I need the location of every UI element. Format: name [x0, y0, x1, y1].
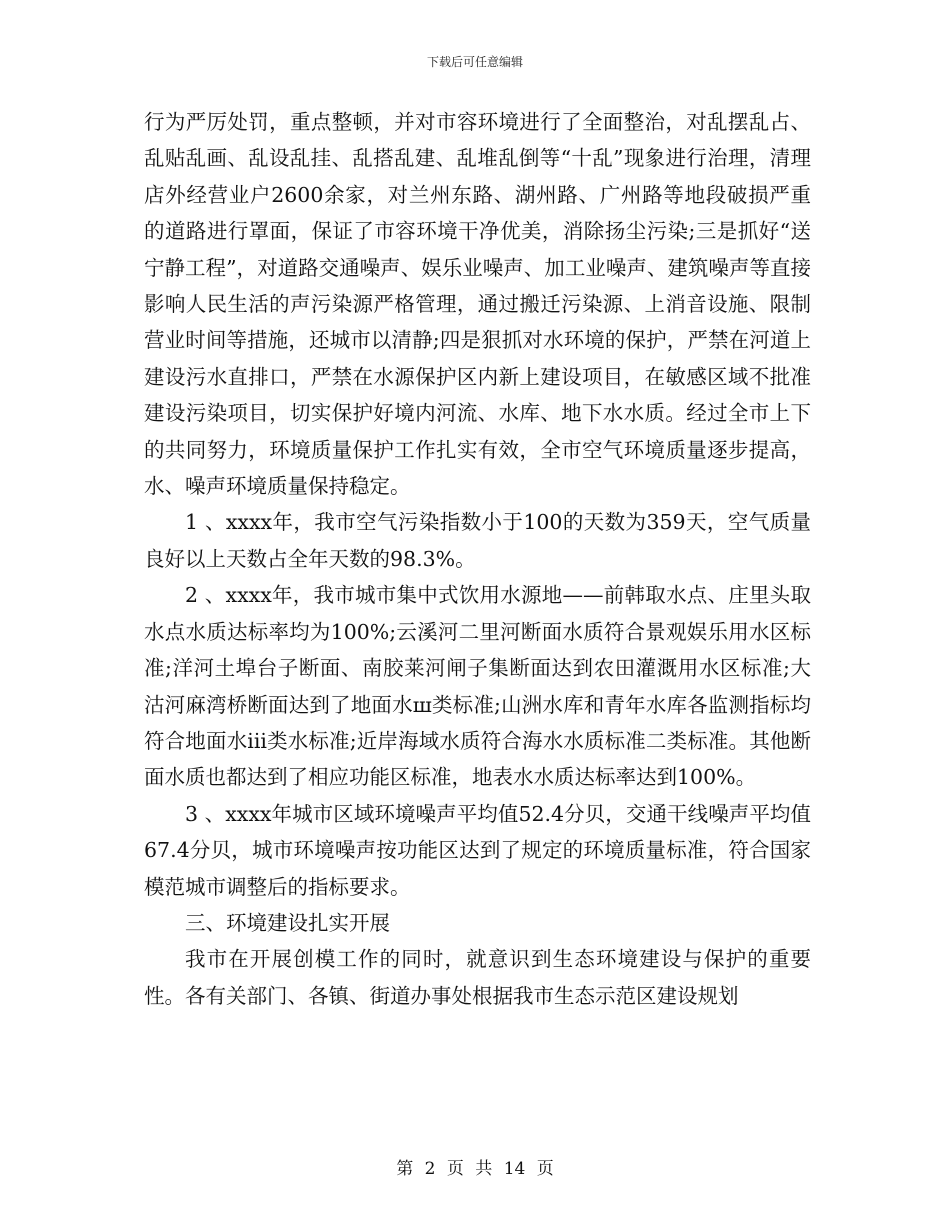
page-header: 下载后可任意编辑 — [426, 55, 523, 69]
paragraph-item-1: 1 、xxxx年，我市空气污染指数小于100的天数为359天，空气质量良好以上天数占全年天数的98.3%。 — [144, 510, 811, 571]
document-body — [144, 104, 811, 1014]
page-footer: 第 2 页 共 14 页 — [396, 1159, 554, 1179]
paragraph-section-intro: 我市在开展创模工作的同时，就意识到生态环境建设与保护的重要性。各有关部门、各镇、街道办事处根据我市生态示范区建设规划 — [144, 947, 811, 1008]
paragraph-continuation: 行为严厉处罚，重点整顿，并对市容环境进行了全面整治，对乱摆乱占、乱贴乱画、乱设乱挂、乱搭乱建、乱堆乱倒等“十乱”现象进行治理，清理店外经营业户2600余家，对兰州东路、湖州路、广州路等地段破损严重的道路进行罩面，保证了市容环境干净优美，消除扬尘污染;三是抓好“送宁静工程”，对道路交通噪声、娱乐业噪声、加工业噪声、建筑噪声等直接影响人民生活的声污染源严格管理，通过搬迁污染源、上消音设施、限制营业时间等措施，还城市以清静;四是狠抓对水环境的保护，严禁在河道上建设污水直排口，严禁在水源保护区内新上建设项目，在敏感区域不批准建设污染项目，切实保护好境内河流、水库、地下水水质。经过全市上下的共同努力，环境质量保护工作扎实有效，全市空气环境质量逐步提高，水、噪声环境质量保持稳定。 — [144, 110, 811, 499]
paragraph-item-2: 2 、xxxx年，我市城市集中式饮用水源地——前韩取水点、庄里头取水点水质达标率均为100%;云溪河二里河断面水质符合景观娱乐用水区标准;洋河土埠台子断面、南胶莱河闸子集断面达到农田灌溉用水区标准;大沽河麻湾桥断面达到了地面水ш类标准;山洲水库和青年水库各监测指标均符合地面水iii类水标准;近岸海域水质符合海水水质标准二类标准。其他断面水质也都达到了相应功能区标准，地表水水质达标率达到100%。 — [144, 583, 811, 790]
section-heading: 三、环境建设扎实开展 — [185, 910, 390, 935]
paragraph-item-3: 3 、xxxx年城市区域环境噪声平均值52.4分贝，交通干线噪声平均值67.4分贝，城市环境噪声按功能区达到了规定的环境质量标准，符合国家模范城市调整后的指标要求。 — [144, 801, 811, 899]
